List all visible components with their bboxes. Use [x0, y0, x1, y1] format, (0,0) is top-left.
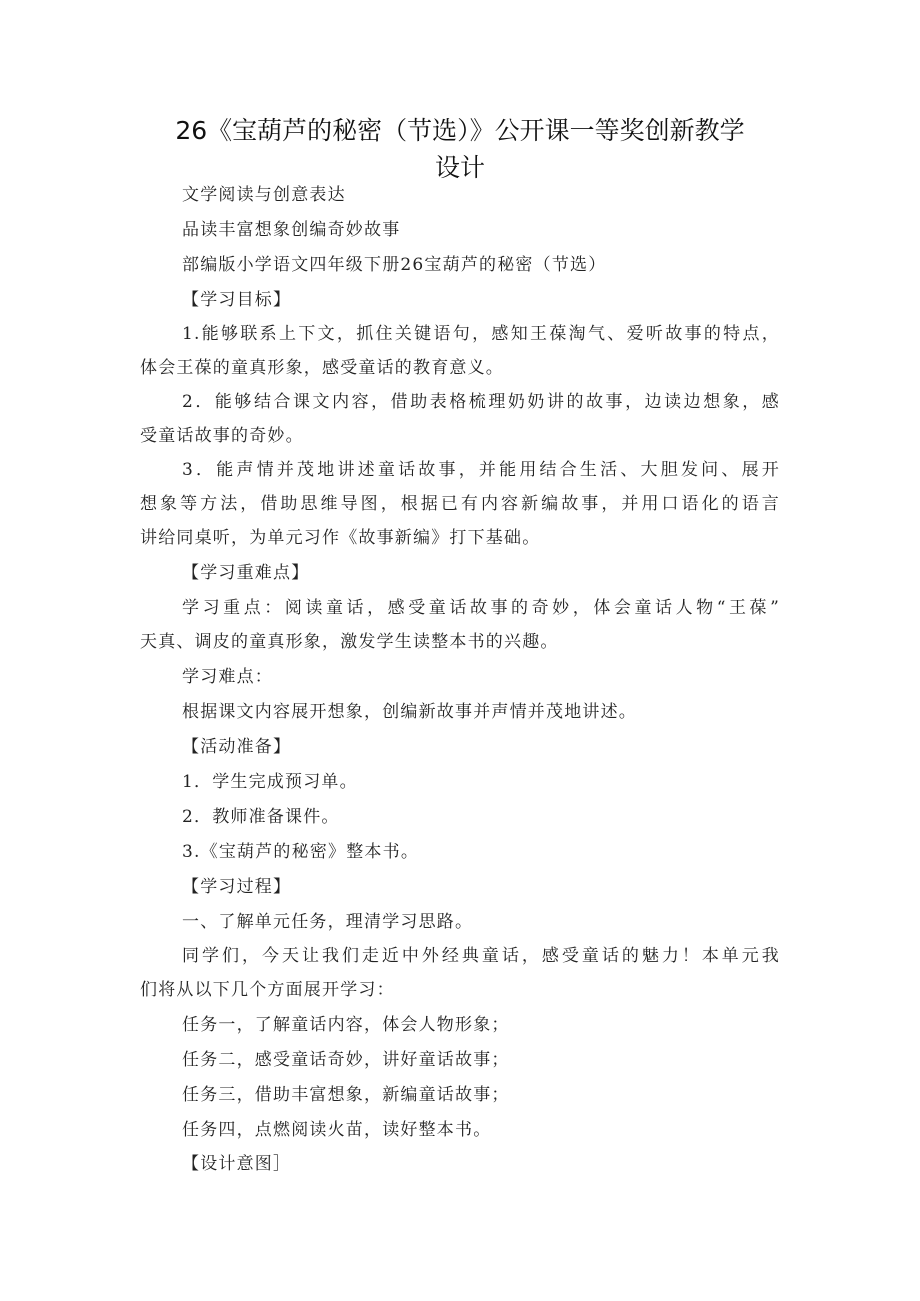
objective-1-line-1: 1.能够联系上下文，抓住关键语句，感知王葆淘气、爱听故事的特点， — [182, 324, 780, 344]
section-heading-key-points: 【学习重难点】 — [182, 563, 310, 583]
objective-3-line-2: 想象等方法，借助思维导图，根据已有内容新编故事，并用口语化的语言 — [140, 494, 780, 514]
objective-3-line-1: 3．能声情并茂地讲述童话故事，并能用结合生活、大胆发问、展开 — [182, 460, 780, 480]
task-3: 任务三，借助丰富想象，新编童话故事； — [182, 1085, 510, 1105]
section-heading-preparation: 【活动准备】 — [182, 737, 292, 757]
objective-2-line-2: 受童话故事的奇妙。 — [140, 426, 304, 446]
key-point-line-2: 天真、调皮的童真形象，激发学生读整本书的兴趣。 — [140, 632, 559, 652]
subtitle-textbook: 部编版小学语文四年级下册26宝葫芦的秘密（节选） — [182, 255, 607, 275]
objective-3-line-3: 讲给同桌听，为单元习作《故事新编》打下基础。 — [140, 528, 541, 548]
section-heading-objectives: 【学习目标】 — [182, 290, 292, 310]
process-intro-line-1: 同学们，今天让我们走近中外经典童话，感受童话的魅力！本单元我 — [182, 946, 780, 966]
section-heading-process: 【学习过程】 — [182, 877, 292, 897]
task-1: 任务一，了解童话内容，体会人物形象； — [182, 1015, 510, 1035]
process-step-1: 一、了解单元任务，理清学习思路。 — [182, 912, 474, 932]
subtitle-genre: 文学阅读与创意表达 — [182, 185, 346, 205]
section-heading-design-intent: 【设计意图］ — [182, 1154, 292, 1174]
document-title-line-1: 26《宝葫芦的秘密（节选）》公开课一等奖创新教学 — [175, 116, 745, 145]
difficulty-text: 根据课文内容展开想象，创编新故事并声情并茂地讲述。 — [182, 702, 637, 722]
document-title-line-2: 设计 — [434, 153, 485, 182]
objective-1-line-2: 体会王葆的童真形象，感受童话的教育意义。 — [140, 358, 504, 378]
task-4: 任务四，点燃阅读火苗，读好整本书。 — [182, 1120, 492, 1140]
difficulty-label: 学习难点： — [182, 667, 273, 687]
preparation-item-3: 3.《宝葫芦的秘密》整本书。 — [182, 842, 420, 862]
process-intro-line-2: 们将从以下几个方面展开学习： — [140, 980, 395, 1000]
key-point-line-1: 学习重点：阅读童话，感受童话故事的奇妙，体会童话人物“王葆” — [182, 598, 780, 618]
preparation-item-2: 2．教师准备课件。 — [182, 807, 340, 827]
task-2: 任务二，感受童话奇妙，讲好童话故事； — [182, 1050, 510, 1070]
preparation-item-1: 1．学生完成预习单。 — [182, 772, 358, 792]
subtitle-theme: 品读丰富想象创编奇妙故事 — [182, 220, 401, 240]
objective-2-line-1: 2．能够结合课文内容，借助表格梳理奶奶讲的故事，边读边想象，感 — [182, 392, 780, 412]
